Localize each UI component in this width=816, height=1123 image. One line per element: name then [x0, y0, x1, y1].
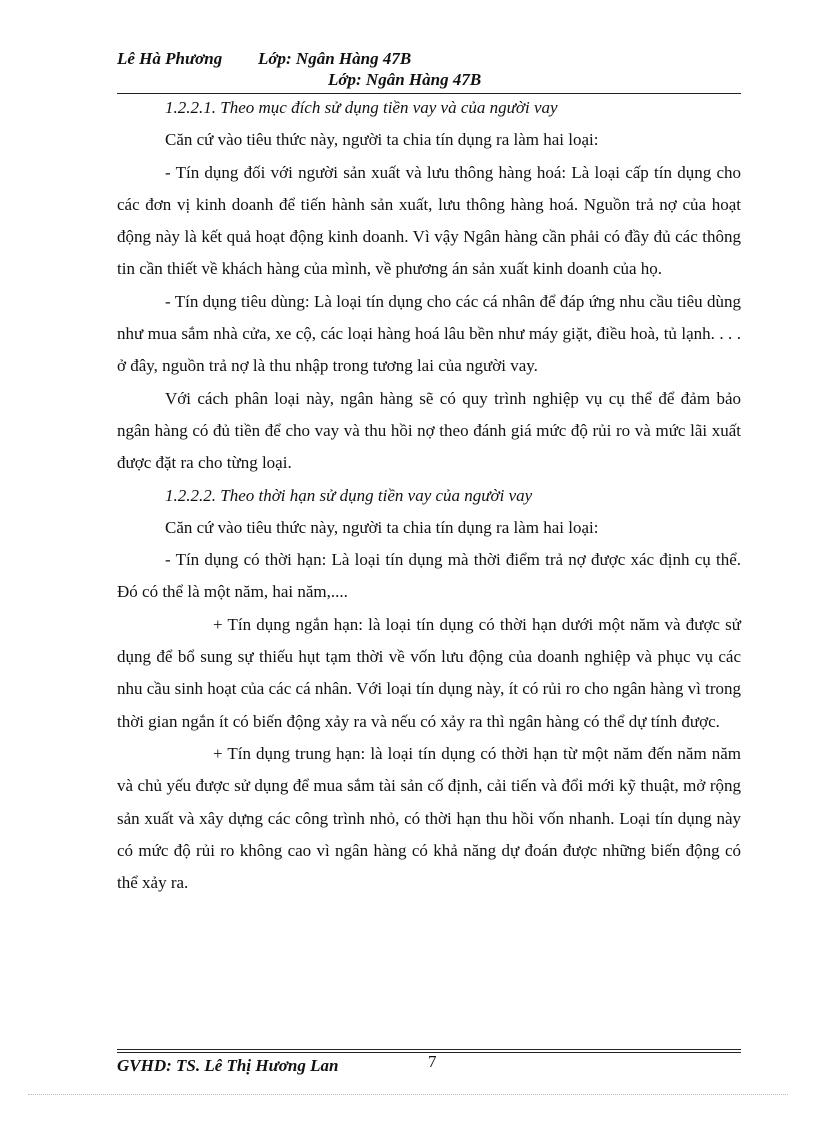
paragraph: + Tín dụng ngắn hạn: là loại tín dụng có thời hạn dưới một năm và được sử dụng để bổ sung sự thiếu hụt tạm thời về vốn lưu động của doanh nghiệp và phục vụ các nhu cầu sinh hoạt của các cá nhân. Với loại tín dụng này, ít có rủi ro cho ngân hàng vì trong thời gian ngắn ít có biến động xảy ra và nếu có xảy ra thì ngân hàng có thể dự tính được. [117, 614, 741, 731]
footer-advisor: GVHD: TS. Lê Thị Hương Lan [117, 1056, 339, 1075]
footer-rule-top [117, 1049, 741, 1050]
section-heading: 1.2.2.1. Theo mục đích sử dụng tiền vay và của người vay [165, 98, 558, 117]
paragraph: Căn cứ vào tiêu thức này, người ta chia tín dụng ra làm hai loại: [165, 130, 599, 150]
header-class-repeat: Lớp: Ngân Hàng 47B [328, 70, 482, 89]
paragraph: - Tín dụng có thời hạn: Là loại tín dụng mà thời điểm trả nợ được xác định cụ thể. Đó có thể là một năm, hai năm,.... [117, 550, 741, 602]
header-author: Lê Hà Phương [117, 49, 223, 68]
section-heading: 1.2.2.2. Theo thời hạn sử dụng tiền vay của người vay [165, 485, 533, 505]
header-class: Lớp: Ngân Hàng 47B [258, 49, 412, 68]
paragraph: - Tín dụng đối với người sản xuất và lưu thông hàng hoá: Là loại cấp tín dụng cho các đơn vị kinh doanh để tiến hành sản xuất, lưu thông hàng hoá. Nguồn trả nợ của hoạt động này là kết quả hoạt động kinh doanh. Vì vậy Ngân hàng cần phải có đầy đủ các thông tin cần thiết về khách hàng của mình, về phương án sản xuất kinh doanh của họ. [117, 162, 741, 279]
paragraph: + Tín dụng trung hạn: là loại tín dụng có thời hạn từ một năm đến năm năm và chủ yếu được sử dụng để mua sắm tài sản cố định, cải tiến và đổi mới kỹ thuật, mở rộng sản xuất và xây dựng các công trình nhỏ, có thời hạn thu hồi vốn nhanh. Loại tín dụng này có mức độ rủi ro không cao vì ngân hàng có khả năng dự đoán được những biến động có thể xảy ra. [117, 743, 741, 893]
paragraph: Với cách phân loại này, ngân hàng sẽ có quy trình nghiệp vụ cụ thể để đảm bảo ngân hàng có đủ tiền để cho vay và thu hồi nợ theo đánh giá mức độ rủi ro và mức lãi xuất được đặt ra cho từng loại. [117, 388, 741, 473]
document-body [117, 92, 741, 899]
paragraph: - Tín dụng tiêu dùng: Là loại tín dụng cho các cá nhân để đáp ứng nhu cầu tiêu dùng như mua sắm nhà cửa, xe cộ, các loại hàng hoá lâu bền như máy giặt, điều hoà, tủ lạnh. . . . ở đây, nguồn trả nợ là thu nhập trong tương lai của người vay. [117, 291, 741, 376]
paragraph: Căn cứ vào tiêu thức này, người ta chia tín dụng ra làm hai loại: [165, 517, 599, 537]
page-number: 7 [428, 1052, 437, 1071]
page-edge-dotted [28, 1094, 788, 1095]
